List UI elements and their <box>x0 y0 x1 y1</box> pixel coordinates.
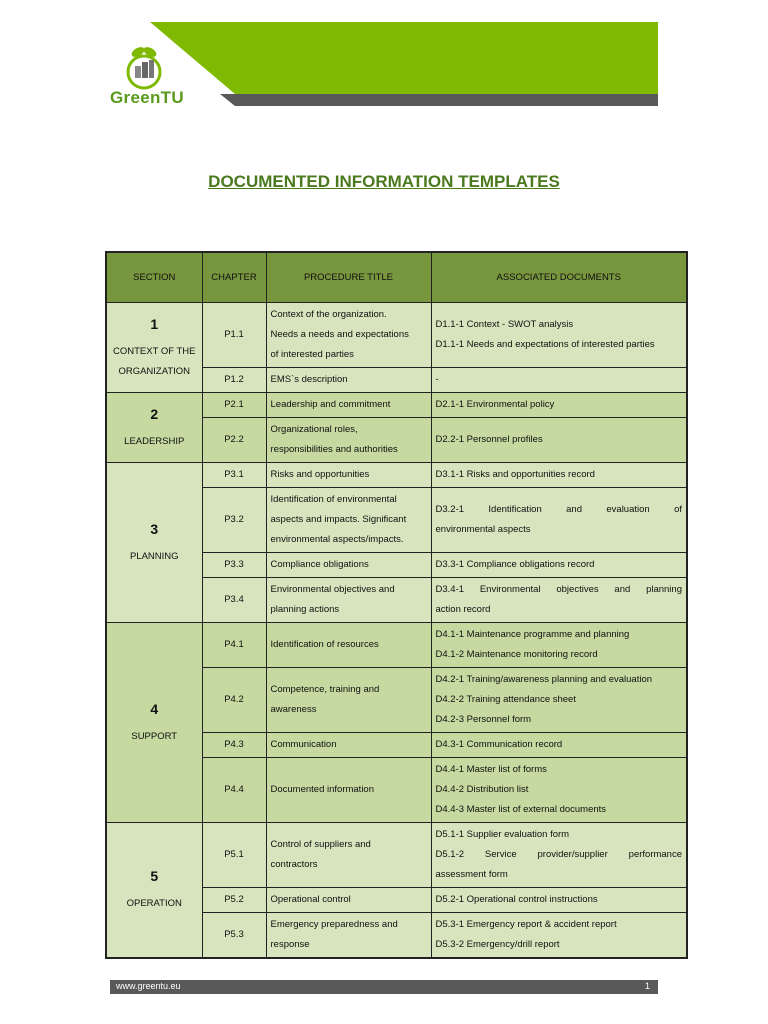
logo-wordmark: GreenTU <box>110 88 184 107</box>
document-item: D5.3-2 Emergency/drill report <box>435 939 560 950</box>
associated-documents-cell <box>431 553 687 578</box>
document-item: D4.2-3 Personnel form <box>435 714 532 725</box>
procedure-title-line: environmental aspects/impacts. <box>270 534 404 545</box>
chapter-cell: P4.4 <box>202 758 266 823</box>
associated-documents-cell <box>431 488 687 553</box>
table-body <box>106 303 687 959</box>
document-item: D2.2-1 Personnel profiles <box>435 434 543 445</box>
procedure-title-cell <box>266 578 431 623</box>
associated-documents-cell <box>431 303 687 368</box>
chapter-cell: P1.1 <box>202 303 266 368</box>
procedure-title-cell <box>266 418 431 463</box>
table-row <box>106 623 687 668</box>
document-item: - <box>435 374 439 385</box>
procedure-title-line: Organizational roles, <box>270 424 358 435</box>
section-cell <box>106 303 202 393</box>
procedure-title-line: EMS`s description <box>270 374 348 385</box>
chapter-cell: P2.1 <box>202 393 266 418</box>
procedure-title-line: Leadership and commitment <box>270 399 391 410</box>
document-item: D4.4-1 Master list of forms <box>435 764 547 775</box>
procedure-title-line: Risks and opportunities <box>270 469 370 480</box>
header-procedure-title: PROCEDURE TITLE <box>266 252 431 303</box>
procedure-title-cell <box>266 553 431 578</box>
header-associated-documents: ASSOCIATED DOCUMENTS <box>431 252 687 303</box>
document-item: D5.1-1 Supplier evaluation form <box>435 829 570 840</box>
chapter-cell: P5.1 <box>202 823 266 888</box>
document-item: D3.1-1 Risks and opportunities record <box>435 469 595 480</box>
procedure-title-line: Needs a needs and expectations <box>270 329 409 340</box>
associated-documents-cell <box>431 668 687 733</box>
document-item: D4.4-3 Master list of external documents <box>435 804 607 815</box>
chapter-cell: P2.2 <box>202 418 266 463</box>
chapter-cell: P5.3 <box>202 913 266 959</box>
section-name: CONTEXT OF THE <box>112 345 196 357</box>
green-banner-shape <box>150 22 658 94</box>
procedure-title-line: Communication <box>270 739 337 750</box>
procedure-title-cell <box>266 913 431 959</box>
footer-bar <box>110 980 658 994</box>
table-row <box>106 303 687 368</box>
associated-documents-cell <box>431 888 687 913</box>
chapter-cell: P3.4 <box>202 578 266 623</box>
section-cell <box>106 623 202 823</box>
associated-documents-cell <box>431 758 687 823</box>
procedure-title-line: Control of suppliers and <box>270 839 371 850</box>
section-cell <box>106 823 202 959</box>
document-item: D3.4-1 Environmental objectives and planning <box>435 584 682 595</box>
chapter-cell: P3.3 <box>202 553 266 578</box>
document-item: D5.2-1 Operational control instructions <box>435 894 598 905</box>
chapter-cell: P1.2 <box>202 368 266 393</box>
documents-table <box>105 251 688 959</box>
table-row <box>106 463 687 488</box>
procedure-title-line: planning actions <box>270 604 340 615</box>
chapter-cell: P3.1 <box>202 463 266 488</box>
section-number: 1 <box>150 315 159 332</box>
section-name: LEADERSHIP <box>124 435 185 447</box>
document-item: D4.1-1 Maintenance programme and planning <box>435 629 630 640</box>
procedure-title-cell <box>266 368 431 393</box>
procedure-title-cell <box>266 668 431 733</box>
document-item: D3.2-1 Identification and evaluation of <box>435 504 682 515</box>
document-item: action record <box>435 604 491 615</box>
procedure-title-line: Context of the organization. <box>270 309 387 320</box>
associated-documents-cell <box>431 913 687 959</box>
document-item: D5.1-2 Service provider/supplier performance <box>435 849 682 860</box>
procedure-title-line: of interested parties <box>270 349 354 360</box>
associated-documents-cell <box>431 623 687 668</box>
document-item: D5.3-1 Emergency report & accident report <box>435 919 617 930</box>
table-header-row <box>106 252 687 303</box>
procedure-title-cell <box>266 463 431 488</box>
procedure-title-line: awareness <box>270 704 317 715</box>
document-item: D4.3-1 Communication record <box>435 739 563 750</box>
associated-documents-cell <box>431 418 687 463</box>
table-row <box>106 393 687 418</box>
procedure-title-cell <box>266 623 431 668</box>
section-cell <box>106 463 202 623</box>
associated-documents-cell <box>431 733 687 758</box>
associated-documents-cell <box>431 393 687 418</box>
procedure-title-line: Competence, training and <box>270 684 380 695</box>
document-item: environmental aspects <box>435 524 531 535</box>
associated-documents-cell <box>431 578 687 623</box>
section-name: ORGANIZATION <box>118 365 191 377</box>
page-number: 1 <box>644 981 650 991</box>
section-name: SUPPORT <box>131 730 178 742</box>
section-number: 3 <box>150 520 159 537</box>
procedure-title-line: responsibilities and authorities <box>270 444 398 455</box>
procedure-title-line: Operational control <box>270 894 351 905</box>
document-item: D4.4-2 Distribution list <box>435 784 529 795</box>
chapter-cell: P5.2 <box>202 888 266 913</box>
header-chapter: CHAPTER <box>202 252 266 303</box>
procedure-title-cell <box>266 393 431 418</box>
document-item: D2.1-1 Environmental policy <box>435 399 555 410</box>
footer-url[interactable]: www.greentu.eu <box>116 981 181 991</box>
procedure-title-cell <box>266 823 431 888</box>
section-number: 2 <box>150 405 159 422</box>
procedure-title-cell <box>266 758 431 823</box>
document-item: D4.2-1 Training/awareness planning and evaluation <box>435 674 653 685</box>
procedure-title-line: aspects and impacts. Significant <box>270 514 407 525</box>
document-item: D4.2-2 Training attendance sheet <box>435 694 576 705</box>
procedure-title-line: Documented information <box>270 784 374 795</box>
procedure-title-cell <box>266 303 431 368</box>
section-name: PLANNING <box>129 550 179 562</box>
header-section: SECTION <box>106 252 202 303</box>
procedure-title-cell <box>266 733 431 758</box>
procedure-title-line: response <box>270 939 310 950</box>
chapter-cell: P4.2 <box>202 668 266 733</box>
section-name: OPERATION <box>126 898 182 909</box>
associated-documents-cell <box>431 463 687 488</box>
procedure-title-line: contractors <box>270 859 318 870</box>
section-cell <box>106 393 202 463</box>
page-title: DOCUMENTED INFORMATION TEMPLATES <box>208 172 560 191</box>
document-item: D1.1-1 Needs and expectations of interested parties <box>435 339 655 350</box>
document-item: assessment form <box>435 869 508 880</box>
procedure-title-line: Emergency preparedness and <box>270 919 398 930</box>
section-number: 4 <box>150 700 159 717</box>
procedure-title-cell <box>266 488 431 553</box>
procedure-title-line: Compliance obligations <box>270 559 369 570</box>
chapter-cell: P4.1 <box>202 623 266 668</box>
procedure-title-line: Environmental objectives and <box>270 584 395 595</box>
chapter-cell: P4.3 <box>202 733 266 758</box>
associated-documents-cell <box>431 368 687 393</box>
procedure-title-line: Identification of resources <box>270 639 379 650</box>
procedure-title-line: Identification of environmental <box>270 494 397 505</box>
grey-banner-strip <box>220 94 658 106</box>
associated-documents-cell <box>431 823 687 888</box>
procedure-title-cell <box>266 888 431 913</box>
document-item: D1.1-1 Context - SWOT analysis <box>435 319 574 330</box>
section-number: 5 <box>150 868 159 884</box>
document-item: D3.3-1 Compliance obligations record <box>435 559 595 570</box>
chapter-cell: P3.2 <box>202 488 266 553</box>
document-item: D4.1-2 Maintenance monitoring record <box>435 649 598 660</box>
table-row <box>106 823 687 888</box>
